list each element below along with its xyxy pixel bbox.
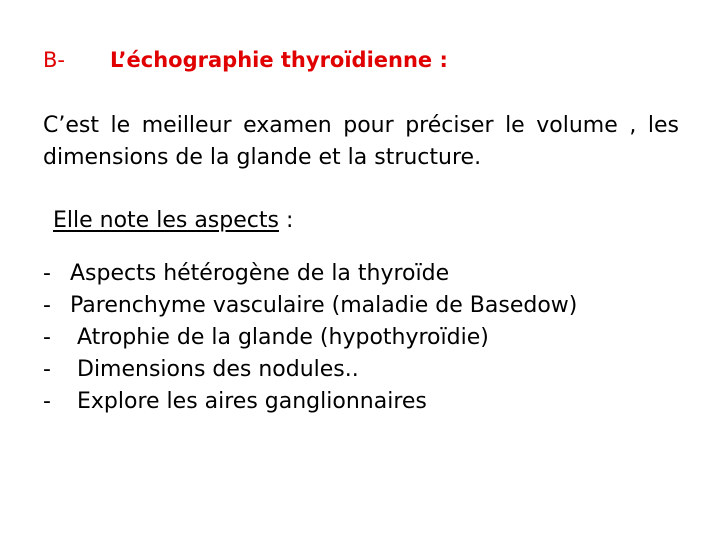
lead-underlined-text: Elle note les aspects bbox=[53, 208, 279, 233]
bullet-dash: - bbox=[43, 389, 51, 414]
bullet-dash: - bbox=[43, 357, 51, 382]
list-item-text: Aspects hétérogène de la thyroïde bbox=[70, 261, 450, 286]
lead-sentence bbox=[53, 205, 293, 237]
intro-paragraph: C’est le meilleur examen pour préciser le volume , les dimensions de la glande et la structure. bbox=[43, 113, 679, 170]
list-item-text: Atrophie de la glande (hypothyroïdie) bbox=[77, 325, 489, 350]
bullet-dash: - bbox=[43, 325, 51, 350]
list-item-text: Explore les aires ganglionnaires bbox=[77, 389, 427, 414]
lead-suffix: : bbox=[278, 208, 294, 233]
bullet-dash: - bbox=[43, 293, 51, 318]
bullet-dash: - bbox=[43, 261, 51, 286]
section-number: B- bbox=[43, 48, 65, 72]
list-item-text: Dimensions des nodules.. bbox=[77, 357, 359, 382]
section-title: L’échographie thyroïdienne : bbox=[110, 48, 448, 72]
list-item-text: Parenchyme vasculaire (maladie de Basedow) bbox=[70, 293, 578, 318]
